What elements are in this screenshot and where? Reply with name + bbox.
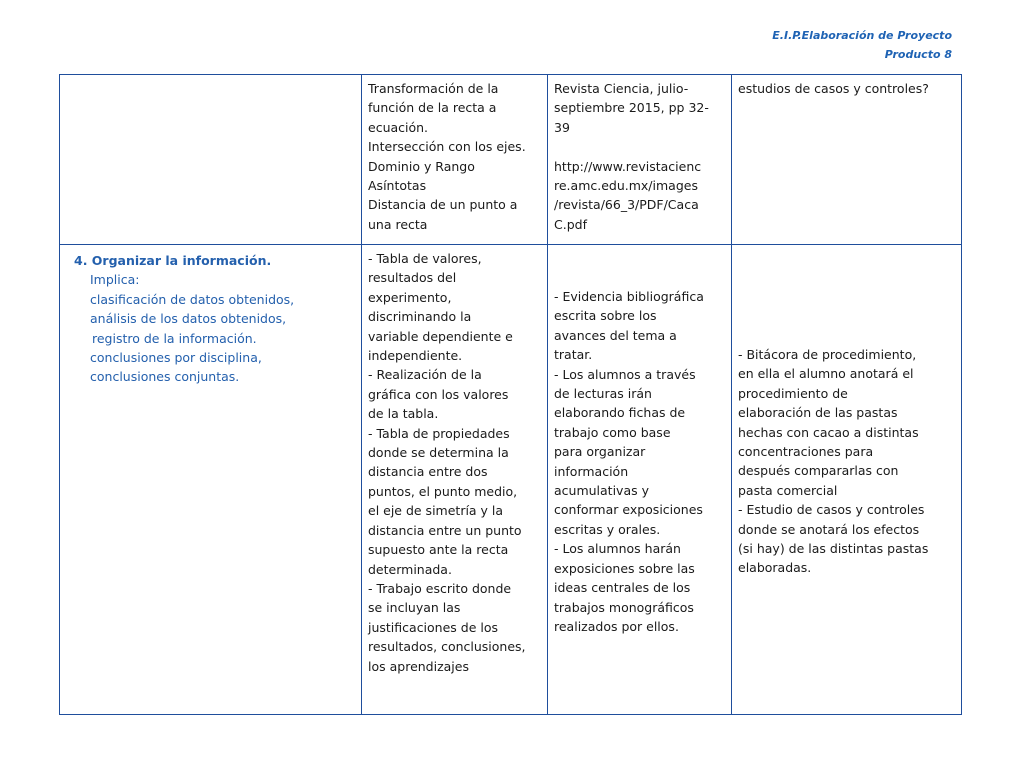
- row2-col2-line: independiente.: [368, 348, 463, 364]
- row1-col2-line: Asíntotas: [368, 178, 427, 194]
- row2-col2-line: los aprendizajes: [368, 658, 469, 674]
- row1-col2-line: una recta: [368, 216, 428, 232]
- row2-col2-line: experimento,: [368, 289, 452, 305]
- row2-col4-line: - Estudio de casos y controles: [738, 502, 925, 518]
- table-row: [60, 75, 962, 245]
- row2-col3-cell: [548, 245, 732, 715]
- project-table: [59, 74, 962, 715]
- row2-col2-line: puntos, el punto medio,: [368, 483, 518, 499]
- row2-col3-line: conformar exposiciones: [554, 502, 703, 518]
- row1-col3-url-line: C.pdf: [554, 216, 587, 232]
- row1-col2-line: Dominio y Rango: [368, 158, 475, 174]
- cell-spacer: [554, 249, 725, 287]
- row2-col2-cell: [362, 245, 548, 715]
- row2-col2-line: discriminando la: [368, 309, 472, 325]
- row2-col3-line: avances del tema a: [554, 327, 677, 343]
- row2-col3-line: para organizar: [554, 444, 646, 460]
- row1-col1-cell: [60, 75, 362, 245]
- step-title: 4. Organizar la información.: [74, 253, 272, 268]
- row1-col3-url-line: re.amc.edu.mx/images: [554, 178, 698, 194]
- row1-col4-cell: [732, 75, 962, 245]
- row2-col2-line: justificaciones de los: [368, 619, 499, 635]
- cell-spacer: [738, 249, 955, 345]
- row1-col2-cell: [362, 75, 548, 245]
- row2-col2-line: determinada.: [368, 561, 452, 577]
- step-line: registro de la información.: [92, 330, 257, 346]
- row2-col2-line: resultados del: [368, 270, 457, 286]
- step-line: clasificación de datos obtenidos,: [90, 291, 295, 307]
- table-row: [60, 245, 962, 715]
- row2-col3-line: escritas y orales.: [554, 521, 661, 537]
- row2-col2-line: - Tabla de valores,: [368, 251, 482, 266]
- row2-col3-line: de lecturas irán: [554, 386, 652, 402]
- row2-col4-line: donde se anotará los efectos: [738, 521, 920, 537]
- row2-col2-line: gráfica con los valores: [368, 386, 509, 402]
- row2-col4-line: procedimiento de: [738, 385, 848, 401]
- row2-col2-line: variable dependiente e: [368, 328, 513, 344]
- row2-col2-line: de la tabla.: [368, 406, 439, 422]
- row2-col4-line: después compararlas con: [738, 463, 899, 479]
- row2-col4-line: hechas con cacao a distintas: [738, 424, 919, 440]
- row2-col3-line: trabajo como base: [554, 424, 671, 440]
- row2-col2-line: supuesto ante la recta: [368, 542, 509, 558]
- row2-col3-line: información: [554, 463, 629, 479]
- row1-col2-line: función de la recta a: [368, 100, 497, 116]
- row1-col2-line: Intersección con los ejes.: [368, 139, 526, 155]
- row2-col2-line: el eje de simetría y la: [368, 503, 504, 519]
- row2-col4-line: pasta comercial: [738, 482, 838, 498]
- row2-col3-line: - Los alumnos a través: [554, 366, 696, 382]
- row2-col3-line: - Los alumnos harán: [554, 541, 681, 557]
- row2-col4-line: - Bitácora de procedimiento,: [738, 347, 917, 362]
- row2-col3-line: elaborando fichas de: [554, 405, 686, 421]
- row1-col2-line: ecuación.: [368, 119, 429, 135]
- row2-col2-line: - Tabla de propiedades: [368, 425, 510, 441]
- row1-col3-line: 39: [554, 119, 570, 135]
- row2-col2-line: resultados, conclusiones,: [368, 639, 526, 655]
- header-title: E.I.P.Elaboración de Proyecto: [772, 29, 952, 42]
- row2-col3-line: ideas centrales de los: [554, 580, 691, 596]
- row1-col3-url-line: http://www.revistacienc: [554, 158, 702, 174]
- row1-col3-url-line: /revista/66_3/PDF/Caca: [554, 197, 699, 213]
- row1-col4-line: estudios de casos y controles?: [738, 81, 929, 96]
- step-line: conclusiones por disciplina,: [90, 350, 262, 366]
- row1-col3-line: septiembre 2015, pp 32-: [554, 100, 709, 116]
- row2-col2-line: - Trabajo escrito donde: [368, 580, 512, 596]
- step-line: Implica:: [90, 272, 140, 288]
- row2-col3-line: trabajos monográficos: [554, 599, 694, 615]
- step-cell: [60, 245, 362, 715]
- row2-col4-line: en ella el alumno anotará el: [738, 366, 914, 382]
- step-line: análisis de los datos obtenidos,: [90, 311, 287, 327]
- header-product: Producto 8: [884, 48, 952, 61]
- row2-col3-line: escrita sobre los: [554, 308, 657, 324]
- row2-col2-line: se incluyan las: [368, 600, 461, 616]
- row2-col4-line: concentraciones para: [738, 444, 874, 460]
- row2-col3-line: realizados por ellos.: [554, 618, 679, 634]
- row2-col3-line: tratar.: [554, 347, 593, 363]
- row2-col3-line: - Evidencia bibliográfica: [554, 289, 704, 304]
- row2-col4-cell: [732, 245, 962, 715]
- blank-line: [554, 137, 725, 156]
- row1-col3-cell: [548, 75, 732, 245]
- page-header: [772, 26, 952, 64]
- row1-col2-line: Transformación de la: [368, 81, 499, 96]
- row1-col3-line: Revista Ciencia, julio-: [554, 81, 689, 96]
- row2-col3-line: acumulativas y: [554, 483, 650, 499]
- row2-col4-line: elaboración de las pastas: [738, 405, 898, 421]
- row1-col2-line: Distancia de un punto a: [368, 197, 518, 213]
- row2-col2-line: - Realización de la: [368, 367, 482, 383]
- row2-col2-line: donde se determina la: [368, 445, 509, 461]
- row2-col4-line: elaboradas.: [738, 560, 812, 576]
- row2-col3-line: exposiciones sobre las: [554, 560, 695, 576]
- row2-col2-line: distancia entre dos: [368, 464, 488, 480]
- row2-col4-line: (si hay) de las distintas pastas: [738, 541, 929, 557]
- step-line: conclusiones conjuntas.: [90, 369, 240, 385]
- row2-col2-line: distancia entre un punto: [368, 522, 522, 538]
